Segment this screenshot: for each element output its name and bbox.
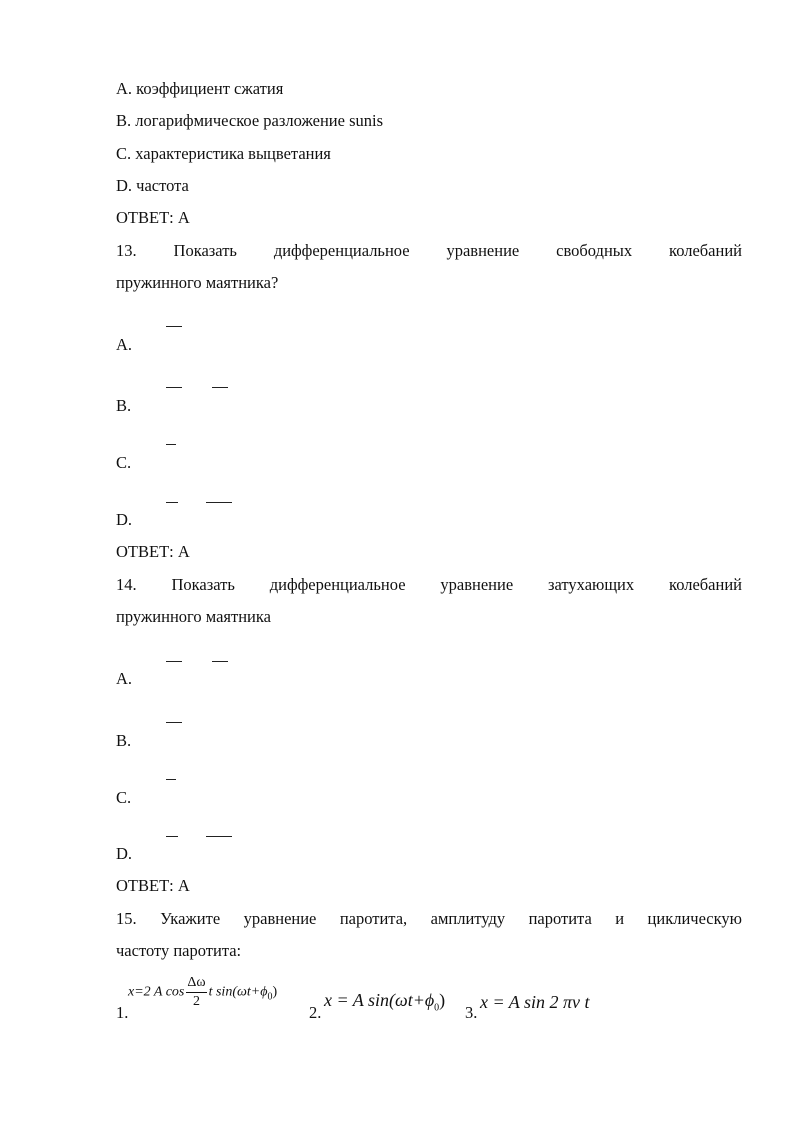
q15-formula-1-left: x=2 A cos xyxy=(128,984,185,1000)
q14-option-c-label: C. xyxy=(116,788,132,807)
q14-text-line2: пружинного маятника xyxy=(116,607,271,626)
q12-option-c: C. характеристика выцветания xyxy=(116,144,331,163)
q14-answer: ОТВЕТ: А xyxy=(116,876,190,895)
q14-option-a-formula-dash xyxy=(166,661,182,662)
q15-formula-1-denominator: 2 xyxy=(192,994,200,1009)
q13-option-b-formula-dash xyxy=(166,387,182,388)
q14-option-a-formula-dash xyxy=(212,661,228,662)
q14-text-line1: 14. Показать дифференциальное уравнение затухающих колебаний xyxy=(116,575,742,594)
q15-formula-2: x = A $\sin(\omega t+\phi_0)$ xyxy=(324,990,446,1014)
q13-option-b-label: B. xyxy=(116,396,132,415)
q13-text-line2: пружинного маятника? xyxy=(116,273,279,292)
q14-option-a-label: A. xyxy=(116,669,133,688)
q15-formula-1-numerator: Δω xyxy=(186,974,206,993)
q12-option-d: D. частота xyxy=(116,176,189,195)
q13-option-c-label: C. xyxy=(116,453,132,472)
q15-formula-2-subscript: 0 xyxy=(434,1002,440,1014)
q14-option-b-label: B. xyxy=(116,731,132,750)
q12-option-b: B. логарифмическое разложение sunis xyxy=(116,111,384,130)
q13-option-a-formula-dash xyxy=(166,326,182,327)
q14-option-d-label: D. xyxy=(116,844,133,863)
q12-option-a: A. коэффициент сжатия xyxy=(116,79,284,98)
q13-option-d-formula-dash xyxy=(206,502,232,503)
q15-formula-3-number: 3. xyxy=(465,1003,478,1022)
q14-option-b-formula-dash xyxy=(166,722,182,723)
q13-option-d-formula-dash xyxy=(166,502,178,503)
q13-text-line1: 13. Показать дифференциальное уравнение свободных колебаний xyxy=(116,241,742,260)
q14-option-d-formula-dash xyxy=(206,836,232,837)
q15-formula-2-main: x = A sin(ωt+ϕ xyxy=(324,990,435,1010)
q15-formula-1-number: 1. xyxy=(116,1003,129,1022)
q15-formula-1-fraction xyxy=(186,974,206,1011)
q15-formula-2-number: 2. xyxy=(309,1003,322,1022)
q13-option-c-formula-dash xyxy=(166,444,176,445)
q15-formula-3: x = A sin 2 πν t xyxy=(480,992,590,1012)
q13-option-b-formula-dash xyxy=(212,387,228,388)
q13-option-d-label: D. xyxy=(116,510,133,529)
q14-option-d-formula-dash xyxy=(166,836,178,837)
q15-formula-1: x=2 A cos $\frac{\Delta\omega}{2}$ t $\sin(\omega t+\phi_0)$ xyxy=(128,975,278,1009)
q13-option-a-label: A. xyxy=(116,335,133,354)
q14-option-c-formula-dash xyxy=(166,779,176,780)
q15-text-line1: 15. Укажите уравнение паротита, амплитуду паротита и циклическую xyxy=(116,909,742,928)
q12-answer: ОТВЕТ: А xyxy=(116,208,190,227)
q15-formula-1-subscript: 0 xyxy=(267,991,273,1003)
q15-text-line2: частоту паротита: xyxy=(116,941,242,960)
q15-formula-1-right: t sin(ωt+ϕ xyxy=(208,984,268,1000)
q13-answer: ОТВЕТ: А xyxy=(116,542,190,561)
